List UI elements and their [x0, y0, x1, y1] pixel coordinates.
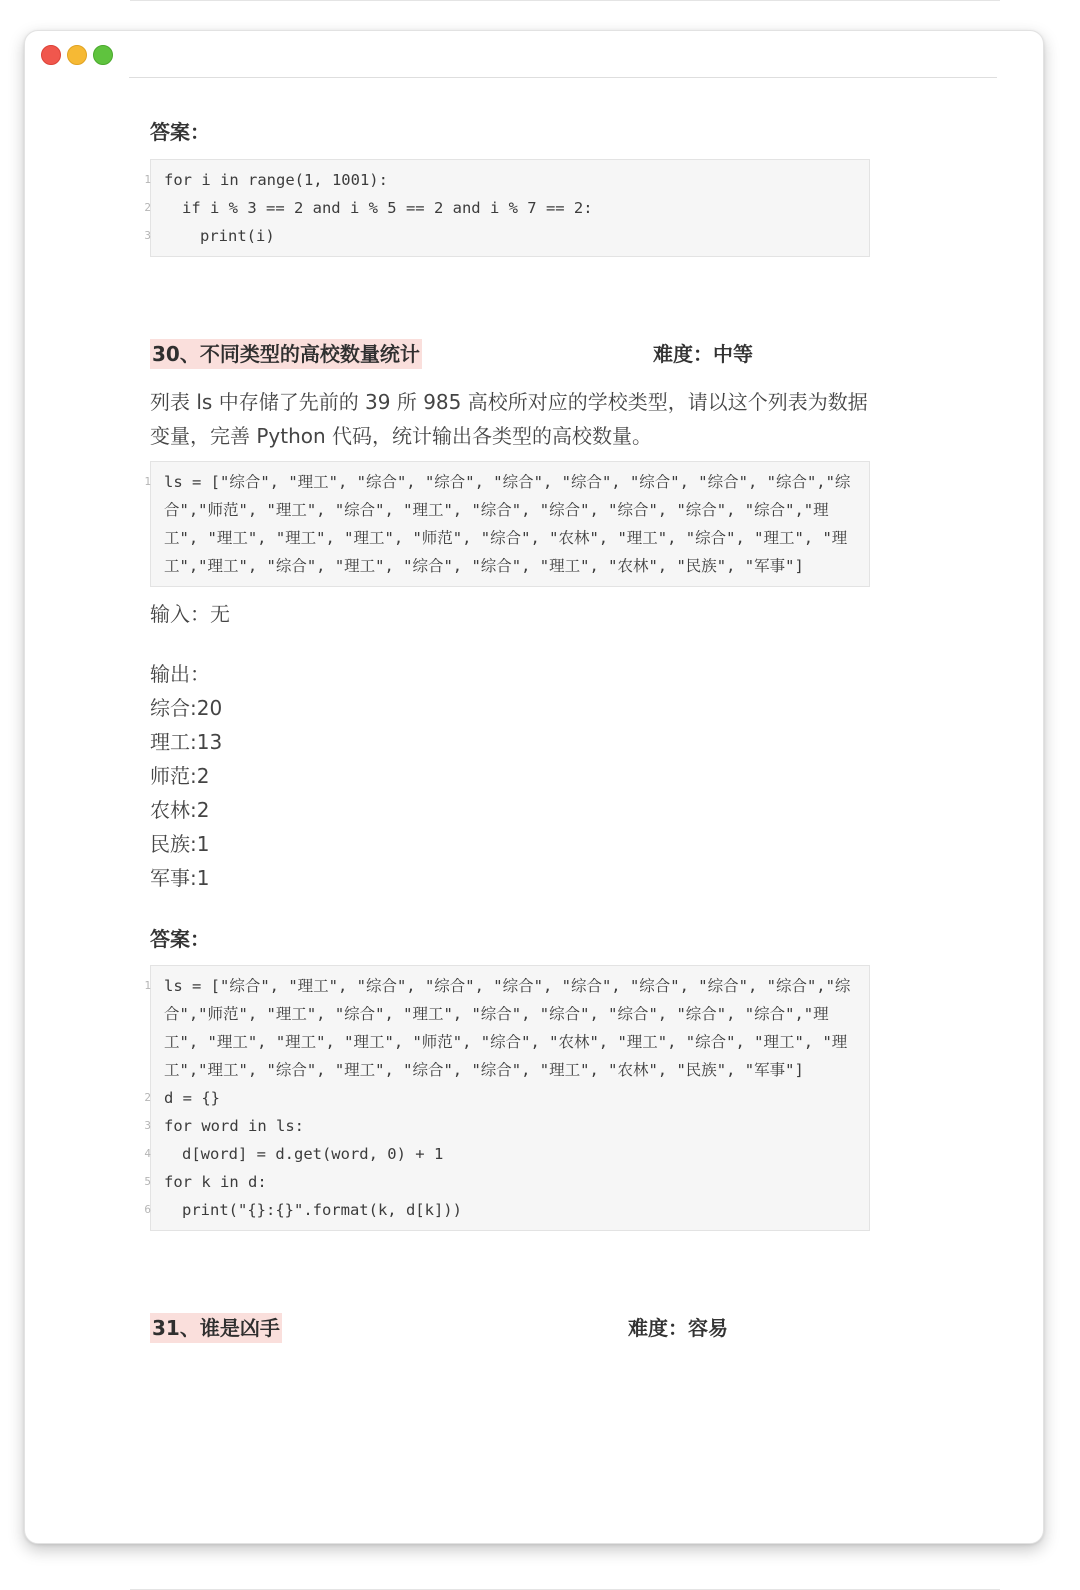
line-number: 1 [144, 475, 151, 488]
output-line: 师范:2 [150, 764, 210, 788]
code-text: d = {} [164, 1089, 220, 1107]
output-line: 综合:20 [150, 696, 223, 720]
bottom-edge [130, 1585, 1000, 1590]
code-block-answer-30 [144, 965, 870, 1231]
code-block-ls [144, 461, 870, 587]
line-number: 1 [144, 173, 151, 186]
code-line [144, 1168, 869, 1196]
code-text: ls = ["综合", "理工", "综合", "综合", "综合", "综合", "综合", "综合", "综合","综合","师范", "理工", "综合", "理工", "综合", "综合", "综合", "综合", "综合","理工", "理工", "理工", "理工", "师范", "综合", "农林", "理工", "综合", "理工", "理工","理工", "综合", "理工", "综合", "综合", "理工", "农林", "民族", "军事"] [164, 473, 851, 575]
document-content [144, 100, 870, 1345]
code-text: d[word] = d.get(word, 0) + 1 [182, 1145, 444, 1163]
line-number: 4 [144, 1147, 151, 1160]
code-line [144, 1196, 869, 1224]
answer-label: 答案： [150, 927, 210, 951]
code-text: print(i) [200, 227, 275, 245]
code-line [144, 222, 869, 250]
code-line [144, 1084, 869, 1112]
output-line: 理工:13 [150, 730, 223, 754]
code-line [144, 972, 869, 1084]
problem-30-output-label: 输出： [150, 662, 210, 686]
code-line [144, 166, 869, 194]
top-edge [130, 0, 1000, 5]
code-text: if i % 3 == 2 and i % 5 == 2 and i % 7 == 2: [182, 199, 593, 217]
problem-31-title: 31、谁是凶手 [150, 1313, 282, 1343]
minimize-icon[interactable] [67, 45, 87, 65]
answer-label: 答案： [150, 120, 210, 144]
code-text: print("{}:{}".format(k, d[k])) [182, 1201, 462, 1219]
titlebar-divider [129, 77, 997, 78]
problem-31-heading [150, 1313, 870, 1345]
problem-30-output-list [150, 691, 870, 895]
code-line [144, 1140, 869, 1168]
code-block-answer-29 [144, 159, 870, 257]
code-text: ls = ["综合", "理工", "综合", "综合", "综合", "综合", "综合", "综合", "综合","综合","师范", "理工", "综合", "理工", "综合", "综合", "综合", "综合", "综合","理工", "理工", "理工", "理工", "师范", "综合", "农林", "理工", "综合", "理工", "理工","理工", "综合", "理工", "综合", "综合", "理工", "农林", "民族", "军事"] [164, 977, 851, 1079]
window-titlebar [25, 31, 1043, 79]
line-number: 3 [144, 1119, 151, 1132]
problem-30-input: 输入：无 [150, 602, 230, 626]
line-number: 6 [144, 1203, 151, 1216]
code-line [144, 194, 869, 222]
code-line [144, 468, 869, 580]
code-line [144, 1112, 869, 1140]
code-text: for word in ls: [164, 1117, 304, 1135]
maximize-icon[interactable] [93, 45, 113, 65]
line-number: 5 [144, 1175, 151, 1188]
problem-30-description: 列表 ls 中存储了先前的 39 所 985 高校所对应的学校类型，请以这个列表为数据变量，完善 Python 代码，统计输出各类型的高校数量。 [150, 390, 868, 448]
line-number: 1 [144, 979, 151, 992]
line-number: 2 [144, 201, 151, 214]
output-line: 军事:1 [150, 866, 210, 890]
problem-31-difficulty: 难度：容易 [628, 1316, 728, 1340]
code-text: for k in d: [164, 1173, 267, 1191]
problem-30-title: 30、不同类型的高校数量统计 [150, 339, 422, 369]
code-text: for i in range(1, 1001): [164, 171, 388, 189]
output-line: 农林:2 [150, 798, 210, 822]
problem-30-heading [150, 339, 870, 371]
line-number: 3 [144, 229, 151, 242]
close-icon[interactable] [41, 45, 61, 65]
line-number: 2 [144, 1091, 151, 1104]
problem-30-difficulty: 难度：中等 [653, 342, 753, 366]
output-line: 民族:1 [150, 832, 210, 856]
